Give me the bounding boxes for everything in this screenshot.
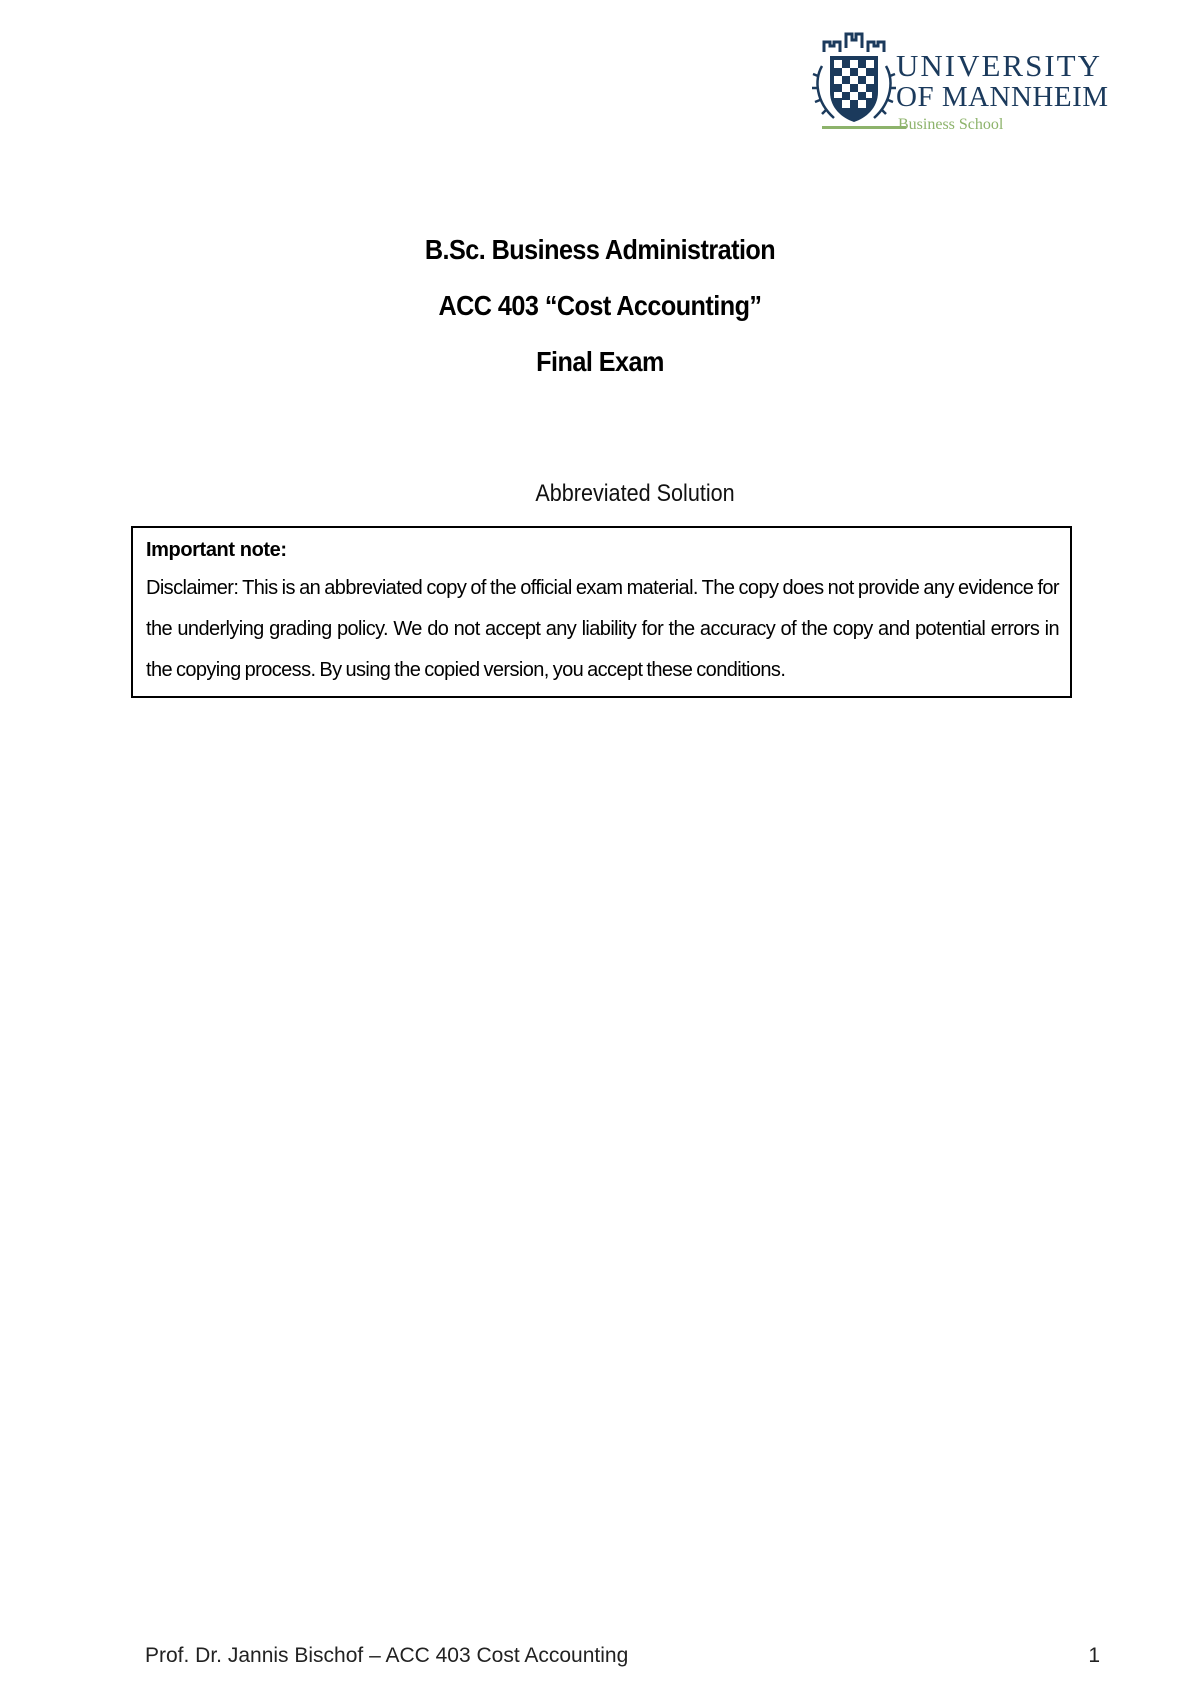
important-note-box (131, 526, 1072, 698)
document-title-block (0, 222, 1200, 390)
note-heading: Important note: (146, 539, 287, 561)
note-disclaimer: Disclaimer: This is an abbreviated copy of the official exam material. The copy does not provide any evidence for the underlying grading policy. We do not accept any liability for the accuracy of the copy and potential errors in the copying process. By using the copied version, you accept these conditions. (146, 577, 1059, 681)
course-title: ACC 403 “Cost Accounting” (438, 290, 762, 321)
page-number: 1 (1088, 1644, 1100, 1667)
footer-author-course: Prof. Dr. Jannis Bischof – ACC 403 Cost Accounting (145, 1644, 629, 1667)
logo-line1: UNIVERSITY (896, 48, 1102, 83)
logo-line2: OF MANNHEIM (896, 81, 1109, 113)
university-logo (812, 30, 1152, 136)
castle-crest-icon (824, 34, 884, 52)
program-title: B.Sc. Business Administration (424, 234, 776, 265)
accent-rule (822, 126, 906, 129)
logo-line3: Business School (898, 116, 1004, 133)
page-footer (145, 1644, 1100, 1668)
exam-title: Final Exam (536, 346, 664, 377)
document-subtitle: Abbreviated Solution (535, 480, 735, 507)
university-logo-graphic (812, 30, 1152, 136)
